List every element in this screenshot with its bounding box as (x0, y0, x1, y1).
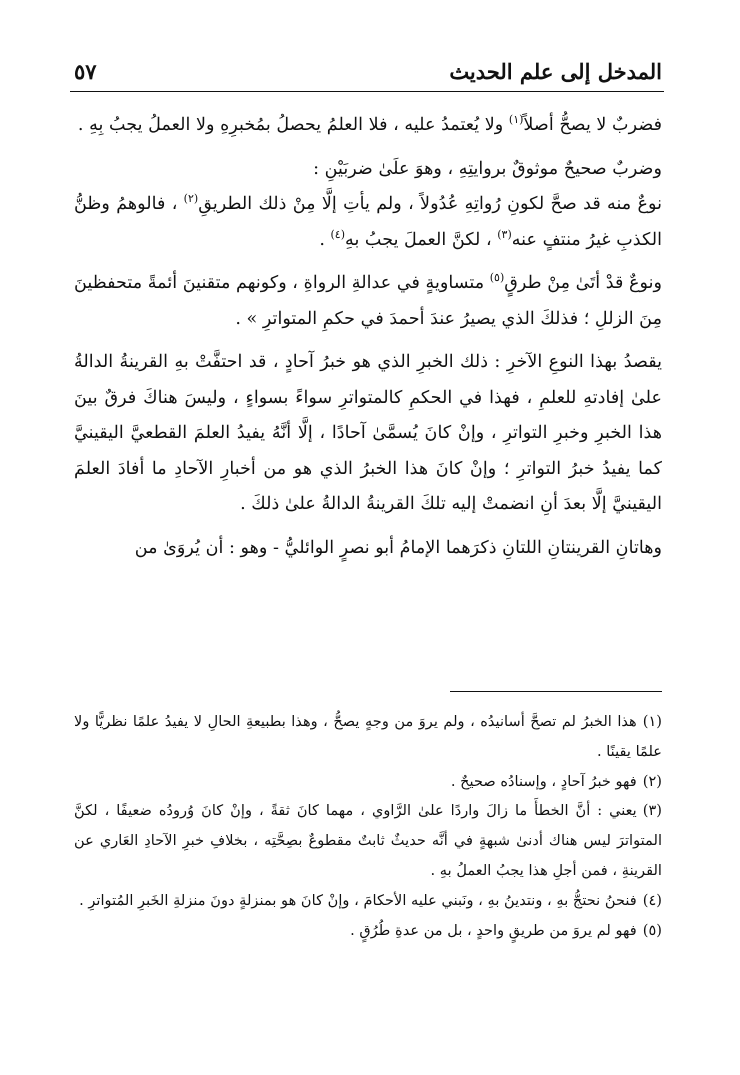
paragraph-3-text-b: ، فالوهمُ وظنُّ الكذبِ غيرُ منتفٍ عنه (74, 194, 662, 250)
page-number: ٥٧ (74, 58, 97, 84)
paragraph-4-text-a: ونوعٌ قدْ أتَىٰ مِنْ طرقٍ (504, 273, 662, 293)
paragraph-4 (74, 266, 662, 337)
footnote-ref-1: (١) (508, 113, 524, 127)
footnote-number: (٣) (642, 802, 662, 820)
header-divider (70, 91, 664, 92)
main-text (74, 108, 662, 566)
footnote-ref-3: (٣) (497, 227, 512, 241)
paragraph-1-text-a: فضربٌ لا يصحُّ أصلاً (523, 115, 662, 135)
paragraph-5: يقصدُ بهذا النوعِ الآخرِ : ذلك الخبرِ الذي هو خبرُ آحادٍ ، قد احتفَّتْ بهِ القرينةُ الدالةُ علىٰ إفادتهِ للعلمِ ، فهذا في الحكمِ كالمتواترِ سواءً بسواءٍ ، وليسَ هناكَ فرقٌ بينَ هذا الخبرِ وخبرِ التواترِ ، وإنْ كانَ يُسمَّىٰ آحادًا ، إلَّا أنَّهُ يفيدُ العلمَ القطعيَّ اليقينيَّ كما يفيدُ خبرُ التواترِ ؛ وإنْ كانَ هذا الخبرُ الذي هو من أخبارِ الآحادِ ما أفادَ العلمَ اليقينيَّ إلَّا بعدَ أنِ انضمتْ إليه تلكَ القرينةُ الدالةُ علىٰ ذلكَ . (74, 352, 662, 514)
paragraph-3-text-c: ، لكنَّ العملَ يجبُ بهِ (345, 229, 498, 250)
footnote-number: (٢) (642, 772, 662, 790)
footnote-text: يعني : أنَّ الخطأَ ما زالَ واردًا علىٰ الرَّاوي ، مهما كانَ ثقةً ، وإنْ كانَ وُرودُه ضعيفًا ، لكنَّ المتواترَ ليس هناك أدنىٰ شبهةٍ في أنَّه حديثٌ ثابتٌ مقطوعٌ بصِحَّتِه ، بخلافِ خبرِ الآحادِ العَاري عن القرينةِ ، فمن أجلِ هذا يجبُ العملُ بهِ . (74, 802, 662, 879)
running-header (74, 55, 662, 87)
footnotes (74, 707, 662, 945)
footnote-number: (٥) (642, 921, 662, 939)
footnote-text: فهو خبرُ آحادٍ ، وإسنادُه صحيحٌ . (450, 772, 637, 790)
footnote-item (74, 767, 662, 797)
footnote-divider (450, 691, 662, 692)
paragraph-1-text-b: ولا يُعتمدُ عليه ، فلا العلمُ يحصلُ بمُخبرِهِ ولا العملُ يجبُ بِهِ . (77, 115, 509, 135)
footnote-text: هذا الخبرُ لم تصحَّ أسانيدُه ، ولم يروَ من وجهٍ يصحُّ ، وهذا بطبيعةِ الحالِ لا يفيدُ علمًا نظريًّا ولا علمًا يقينًا . (74, 713, 662, 760)
footnote-ref-4: (٤) (330, 227, 346, 241)
running-title: المدخل إلى علم الحديث (449, 58, 662, 84)
paragraph-3 (74, 187, 662, 258)
footnote-number: (١) (642, 713, 662, 730)
footnote-ref-5: (٥) (489, 271, 505, 285)
footnote-item (74, 796, 662, 885)
footnote-item (74, 886, 662, 916)
footnote-item (74, 916, 662, 946)
footnote-text: فنحنُ نحتجُّ بهِ ، ونتدينُ بهِ ، ونَبني عليه الأحكامَ ، وإنْ كانَ هو بمنزلةٍ دونَ منزلةِ الخَبرِ المُتواترِ . (79, 891, 637, 909)
footnote-text: فهو لم يروَ من طريقٍ واحدٍ ، بل من عدةِ طُرُقٍ . (350, 921, 637, 939)
footnote-item (74, 707, 662, 767)
paragraph-3-text-d: . (319, 229, 331, 250)
footnote-ref-2: (٢) (183, 192, 199, 206)
paragraph-6: وهاتانِ القرينتانِ اللتانِ ذكرَهما الإمامُ أبو نصرٍ الوائليُّ - وهو : أن يُروَىٰ من (134, 537, 662, 558)
paragraph-4-text-b: متساويةٍ في عدالةِ الرواةِ ، وكونهم متقنينَ أئمةً متحفظينَ مِنَ الزللِ ؛ فذلكَ الذي يصيرُ عندَ أحمدَ في حكمِ المتواترِ » . (74, 273, 662, 329)
paragraph-2: وضربٌ صحيحٌ موثوقٌ بروايتِهِ ، وهوَ علَىٰ ضربَيْنِ : (313, 158, 662, 179)
footnote-number: (٤) (642, 891, 662, 909)
paragraph-3-text-a: نوعٌ منه قد صحَّ لكونِ رُواتِهِ عُدُولاً ، ولم يأتِ إلَّا مِنْ ذلك الطريقِ (198, 194, 662, 214)
paragraph-1 (74, 108, 662, 144)
